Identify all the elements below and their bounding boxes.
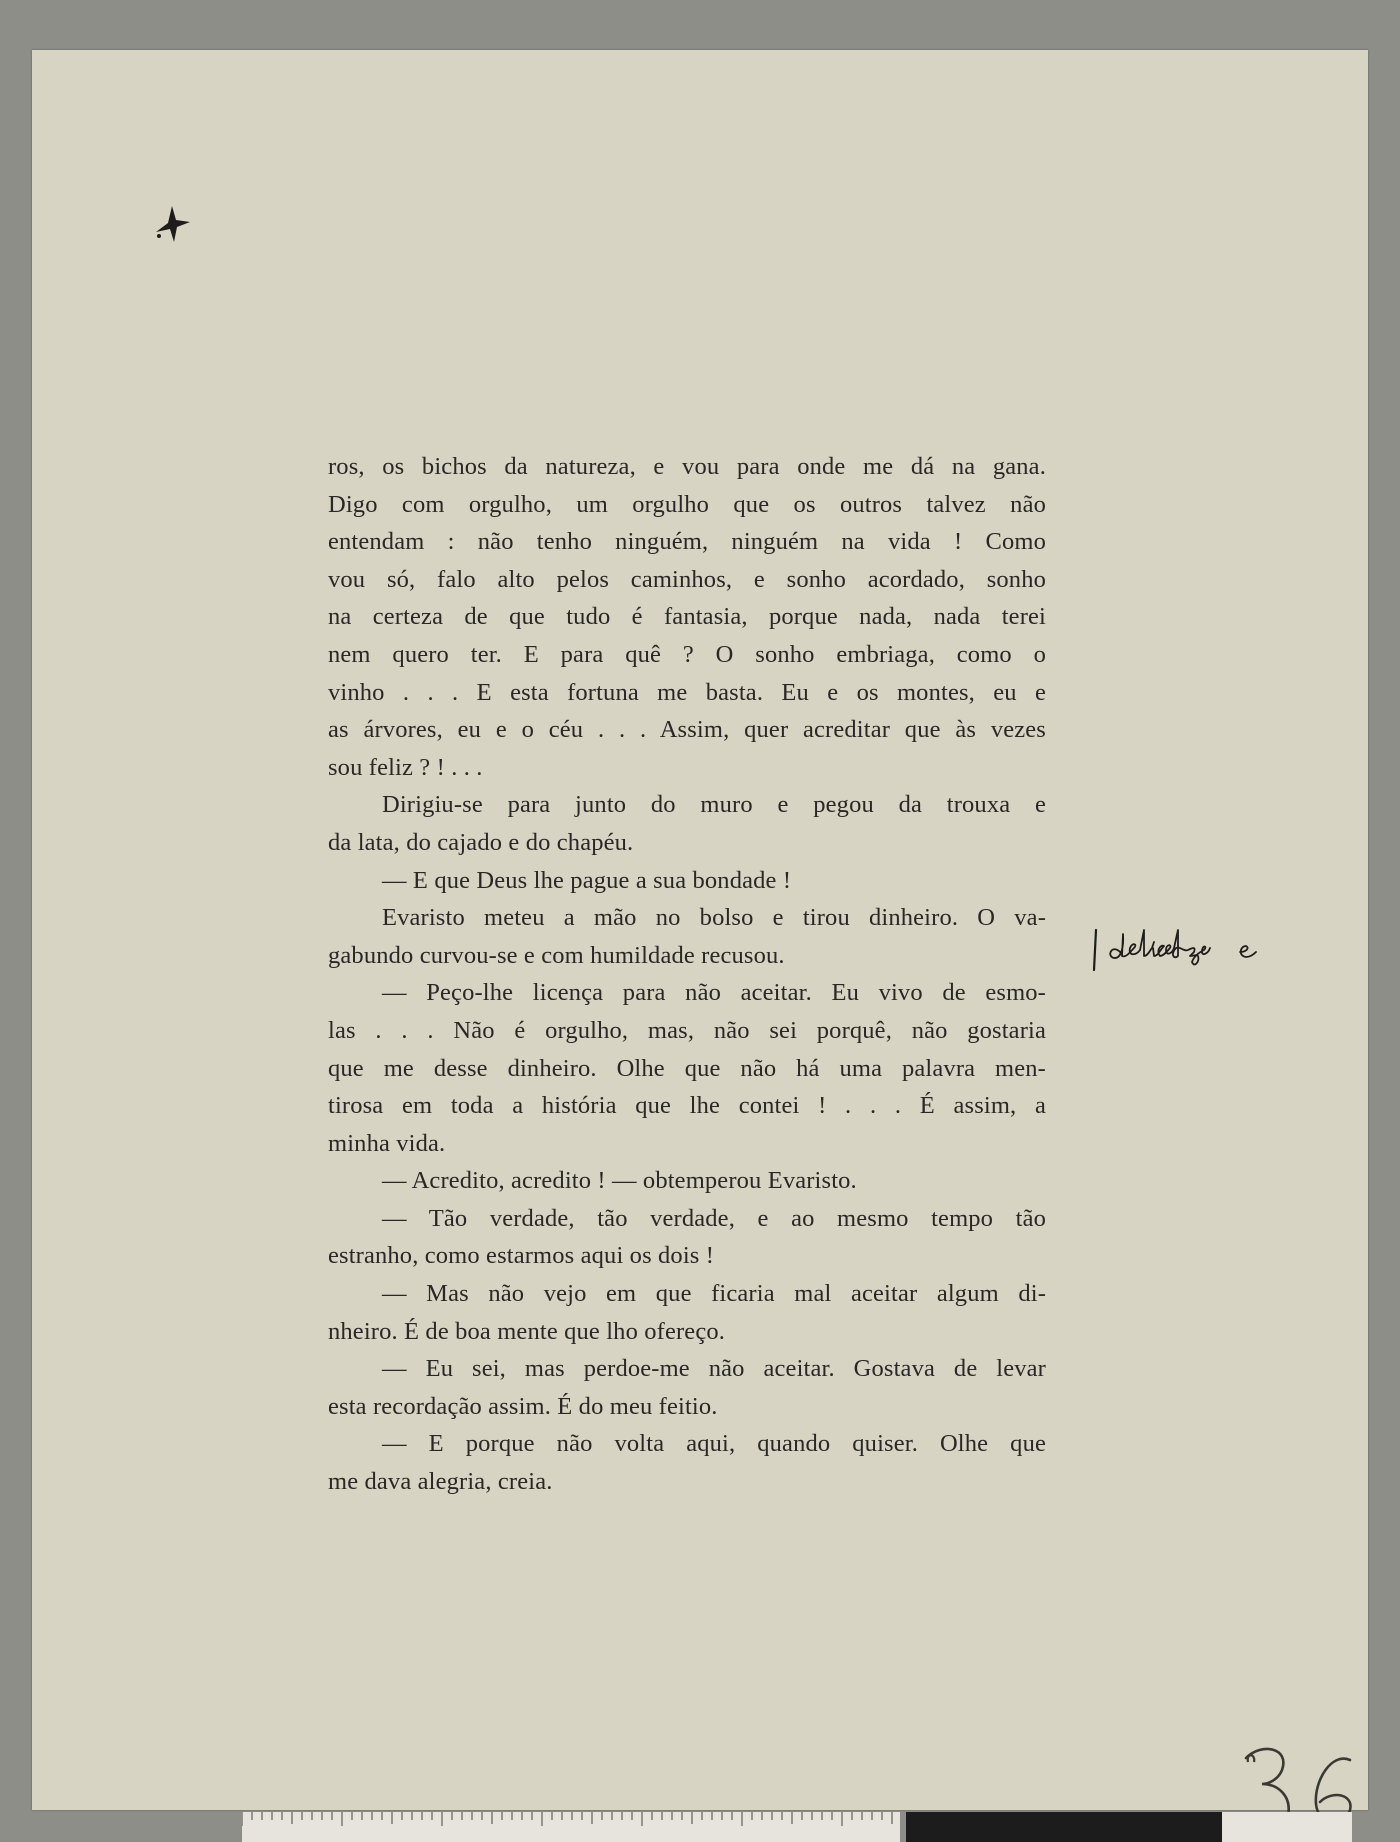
text-line: — Tão verdade, tão verdade, e ao mesmo tempo tão <box>382 1204 1046 1232</box>
text-line: que me desse dinheiro. Olhe que não há uma palavra men- <box>328 1054 1046 1082</box>
ruler-ticks <box>242 1812 900 1842</box>
text-line: — Eu sei, mas perdoe-me não aceitar. Gostava de levar <box>382 1355 1046 1383</box>
measurement-ruler <box>242 1812 900 1842</box>
text-line: sou feliz ? ! . . . <box>328 753 483 781</box>
text-line: na certeza de que tudo é fantasia, porque nada, nada terei <box>328 603 1046 631</box>
text-line: nheiro. É de boa mente que lho ofereço. <box>328 1317 726 1345</box>
text-line: las . . . Não é orgulho, mas, não sei porquê, não gostaria <box>328 1016 1046 1044</box>
text-line: minha vida. <box>328 1129 446 1157</box>
star-mark-icon <box>150 202 200 246</box>
ruler-dark-segment <box>906 1812 1222 1842</box>
text-line: Evaristo meteu a mão no bolso e tirou dinheiro. O va- <box>382 904 1046 932</box>
text-line: da lata, do cajado e do chapéu. <box>328 828 634 856</box>
document-page <box>32 50 1368 1810</box>
text-line: tirosa em toda a história que lhe contei ! . . . É assim, a <box>328 1092 1046 1120</box>
text-line: Digo com orgulho, um orgulho que os outros talvez não <box>328 490 1046 518</box>
text-line: entendam : não tenho ninguém, ninguém na vida ! Como <box>328 528 1046 556</box>
text-line: nem quero ter. E para quê ? O sonho embriaga, como o <box>328 640 1046 668</box>
text-line: vou só, falo alto pelos caminhos, e sonho acordado, sonho <box>328 565 1046 593</box>
text-line: — Peço-lhe licença para não aceitar. Eu vivo de esmo- <box>382 979 1046 1007</box>
text-line: — E que Deus lhe pague a sua bondade ! <box>382 866 792 894</box>
text-line: gabundo curvou-se e com humildade recusou. <box>328 941 785 969</box>
text-line: vinho . . . E esta fortuna me basta. Eu e os montes, eu e <box>328 678 1046 706</box>
text-line: — Acredito, acredito ! — obtemperou Evaristo. <box>382 1167 857 1195</box>
text-line: me dava alegria, creia. <box>328 1468 553 1496</box>
body-text <box>328 448 1046 1501</box>
text-line: Dirigiu-se para junto do muro e pegou da trouxa e <box>382 791 1046 819</box>
text-line: estranho, como estarmos aqui os dois ! <box>328 1242 715 1270</box>
text-line: esta recordação assim. É do meu feitio. <box>328 1392 718 1420</box>
text-line: — Mas não vejo em que ficaria mal aceitar algum di- <box>382 1280 1046 1308</box>
text-line: — E porque não volta aqui, quando quiser. Olhe que <box>382 1430 1046 1458</box>
ruler-end-segment <box>1222 1812 1352 1842</box>
handwritten-margin-note <box>1090 922 1310 974</box>
text-line: ros, os bichos da natureza, e vou para onde me dá na gana. <box>328 453 1046 480</box>
text-line: as árvores, eu e o céu . . . Assim, quer acreditar que às vezes <box>328 716 1046 744</box>
